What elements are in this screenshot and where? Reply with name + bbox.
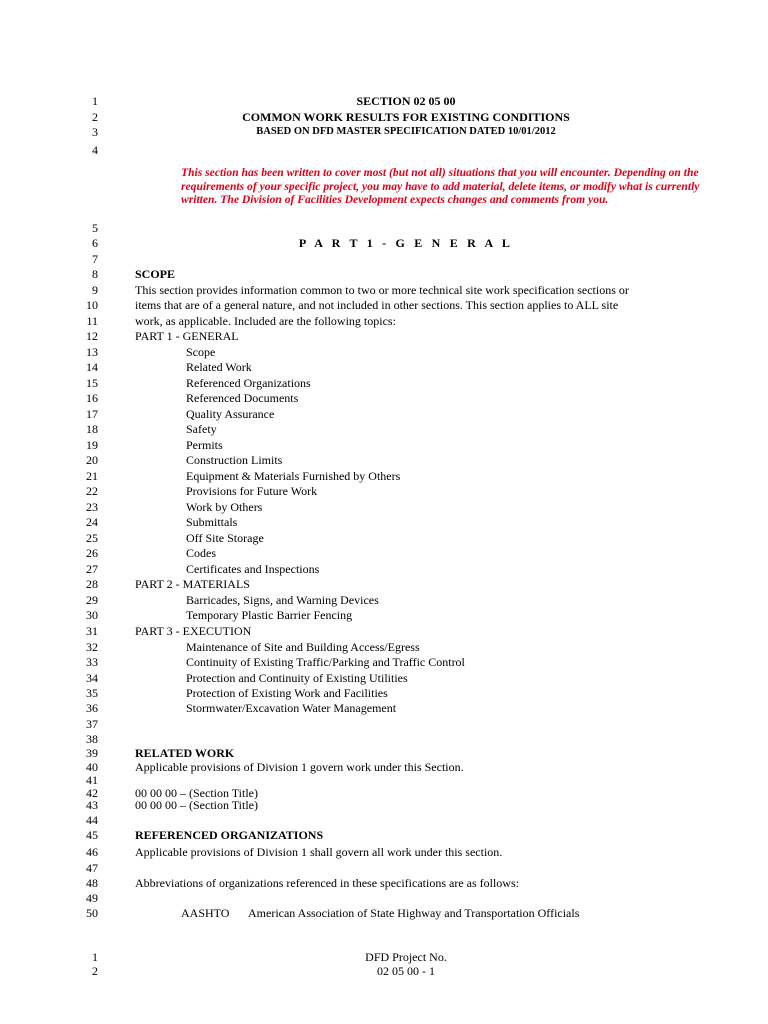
abbreviation: AASHTO	[181, 906, 230, 920]
line-number: 46	[86, 845, 98, 859]
list-item: Stormwater/Excavation Water Management	[186, 701, 397, 715]
line-number: 3	[92, 125, 98, 139]
line-number: 42	[86, 786, 98, 800]
line-number: 48	[86, 876, 98, 890]
line-number: 11	[86, 314, 98, 328]
line-number: 49	[86, 891, 98, 905]
list-item: Equipment & Materials Furnished by Others	[186, 469, 401, 483]
list-item: Referenced Documents	[186, 391, 299, 405]
line-number: 43	[86, 798, 98, 812]
part-1-label: PART 1 - GENERAL	[135, 329, 239, 343]
list-item: Referenced Organizations	[186, 376, 311, 390]
section-title: COMMON WORK RESULTS FOR EXISTING CONDITIONS	[242, 110, 570, 124]
scope-body-line: items that are of a general nature, and not included in other sections. This section applies to ALL site	[135, 298, 619, 312]
line-number: 37	[86, 717, 98, 731]
list-item: Construction Limits	[186, 453, 283, 467]
abbreviation-definition: American Association of State Highway and Transportation Officials	[248, 906, 580, 920]
list-item: Permits	[186, 438, 223, 452]
line-number: 27	[86, 562, 98, 576]
line-number: 33	[86, 655, 98, 669]
related-work-body: Applicable provisions of Division 1 govern work under this Section.	[135, 760, 464, 774]
list-item: Barricades, Signs, and Warning Devices	[186, 593, 379, 607]
list-item: Quality Assurance	[186, 407, 275, 421]
part-1-heading: P A R T 1 - G E N E R A L	[298, 236, 514, 250]
line-number: 20	[86, 453, 98, 467]
line-number: 50	[86, 906, 98, 920]
line-number: 2	[92, 110, 98, 124]
list-item: Codes	[186, 546, 216, 560]
line-number: 16	[86, 391, 98, 405]
list-item: Temporary Plastic Barrier Fencing	[186, 608, 353, 622]
list-item: Provisions for Future Work	[186, 484, 318, 498]
line-number: 17	[86, 407, 98, 421]
line-number: 10	[86, 298, 98, 312]
list-item: Certificates and Inspections	[186, 562, 320, 576]
line-number: 30	[86, 608, 98, 622]
scope-heading: SCOPE	[135, 267, 176, 281]
abbreviations-intro: Abbreviations of organizations referenced in these specifications are as follows:	[135, 876, 519, 890]
list-item: Scope	[186, 345, 216, 359]
line-number: 24	[86, 515, 98, 529]
line-number: 36	[86, 701, 98, 715]
line-number: 25	[86, 531, 98, 545]
line-number: 32	[86, 640, 98, 654]
line-number: 4	[92, 143, 98, 157]
related-work-item: 00 00 00 – (Section Title)	[135, 786, 259, 800]
line-number: 39	[86, 746, 98, 760]
footer-project-number: DFD Project No.	[365, 950, 447, 964]
list-item: Maintenance of Site and Building Access/Egress	[186, 640, 420, 654]
line-number: 38	[86, 732, 98, 746]
list-item: Continuity of Existing Traffic/Parking and Traffic Control	[186, 655, 465, 669]
list-item: Submittals	[186, 515, 238, 529]
section-number: SECTION 02 05 00	[356, 94, 456, 108]
list-item: Protection of Existing Work and Facilities	[186, 686, 388, 700]
part-3-label: PART 3 - EXECUTION	[135, 624, 252, 638]
footer-line-number: 1	[92, 950, 98, 964]
line-number: 12	[86, 329, 98, 343]
line-number: 5	[92, 221, 98, 235]
line-number: 44	[86, 813, 98, 827]
line-number: 1	[92, 94, 98, 108]
line-number: 31	[86, 624, 98, 638]
line-number: 21	[86, 469, 98, 483]
line-number: 13	[86, 345, 98, 359]
list-item: Safety	[186, 422, 217, 436]
line-number: 7	[92, 252, 98, 266]
scope-body-line: This section provides information common to two or more technical site work specification sections or	[135, 283, 629, 297]
line-number: 47	[86, 861, 98, 875]
footer-page-number: 02 05 00 - 1	[377, 964, 435, 978]
line-number: 29	[86, 593, 98, 607]
based-on-note: BASED ON DFD MASTER SPECIFICATION DATED 10/01/2012	[256, 126, 556, 137]
referenced-organizations-heading: REFERENCED ORGANIZATIONS	[135, 828, 324, 842]
line-number: 41	[86, 773, 98, 787]
line-number: 45	[86, 828, 98, 842]
line-number: 40	[86, 760, 98, 774]
line-number: 34	[86, 671, 98, 685]
line-number: 28	[86, 577, 98, 591]
line-number: 8	[92, 267, 98, 281]
line-number: 23	[86, 500, 98, 514]
line-number: 6	[92, 236, 98, 250]
line-number: 18	[86, 422, 98, 436]
line-number: 19	[86, 438, 98, 452]
line-number: 9	[92, 283, 98, 297]
line-number: 14	[86, 360, 98, 374]
list-item: Off Site Storage	[186, 531, 264, 545]
line-number: 26	[86, 546, 98, 560]
list-item: Related Work	[186, 360, 252, 374]
footer-line-number: 2	[92, 964, 98, 978]
list-item: Protection and Continuity of Existing Utilities	[186, 671, 408, 685]
related-work-item: 00 00 00 – (Section Title)	[135, 798, 259, 812]
list-item: Work by Others	[186, 500, 263, 514]
referenced-organizations-body: Applicable provisions of Division 1 shall govern all work under this section.	[135, 845, 503, 859]
line-number: 22	[86, 484, 98, 498]
line-number: 35	[86, 686, 98, 700]
instruction-note: This section has been written to cover most (but not all) situations that you will encounter. Depending on the requirements of your specific project, you may have to add material, delete items, or modify what is currently written. The Division of Facilities Development expects changes and comments from you.	[181, 166, 700, 207]
line-number: 15	[86, 376, 98, 390]
scope-body-line: work, as applicable. Included are the following topics:	[135, 314, 396, 328]
part-2-label: PART 2 - MATERIALS	[135, 577, 250, 591]
related-work-heading: RELATED WORK	[135, 746, 235, 760]
